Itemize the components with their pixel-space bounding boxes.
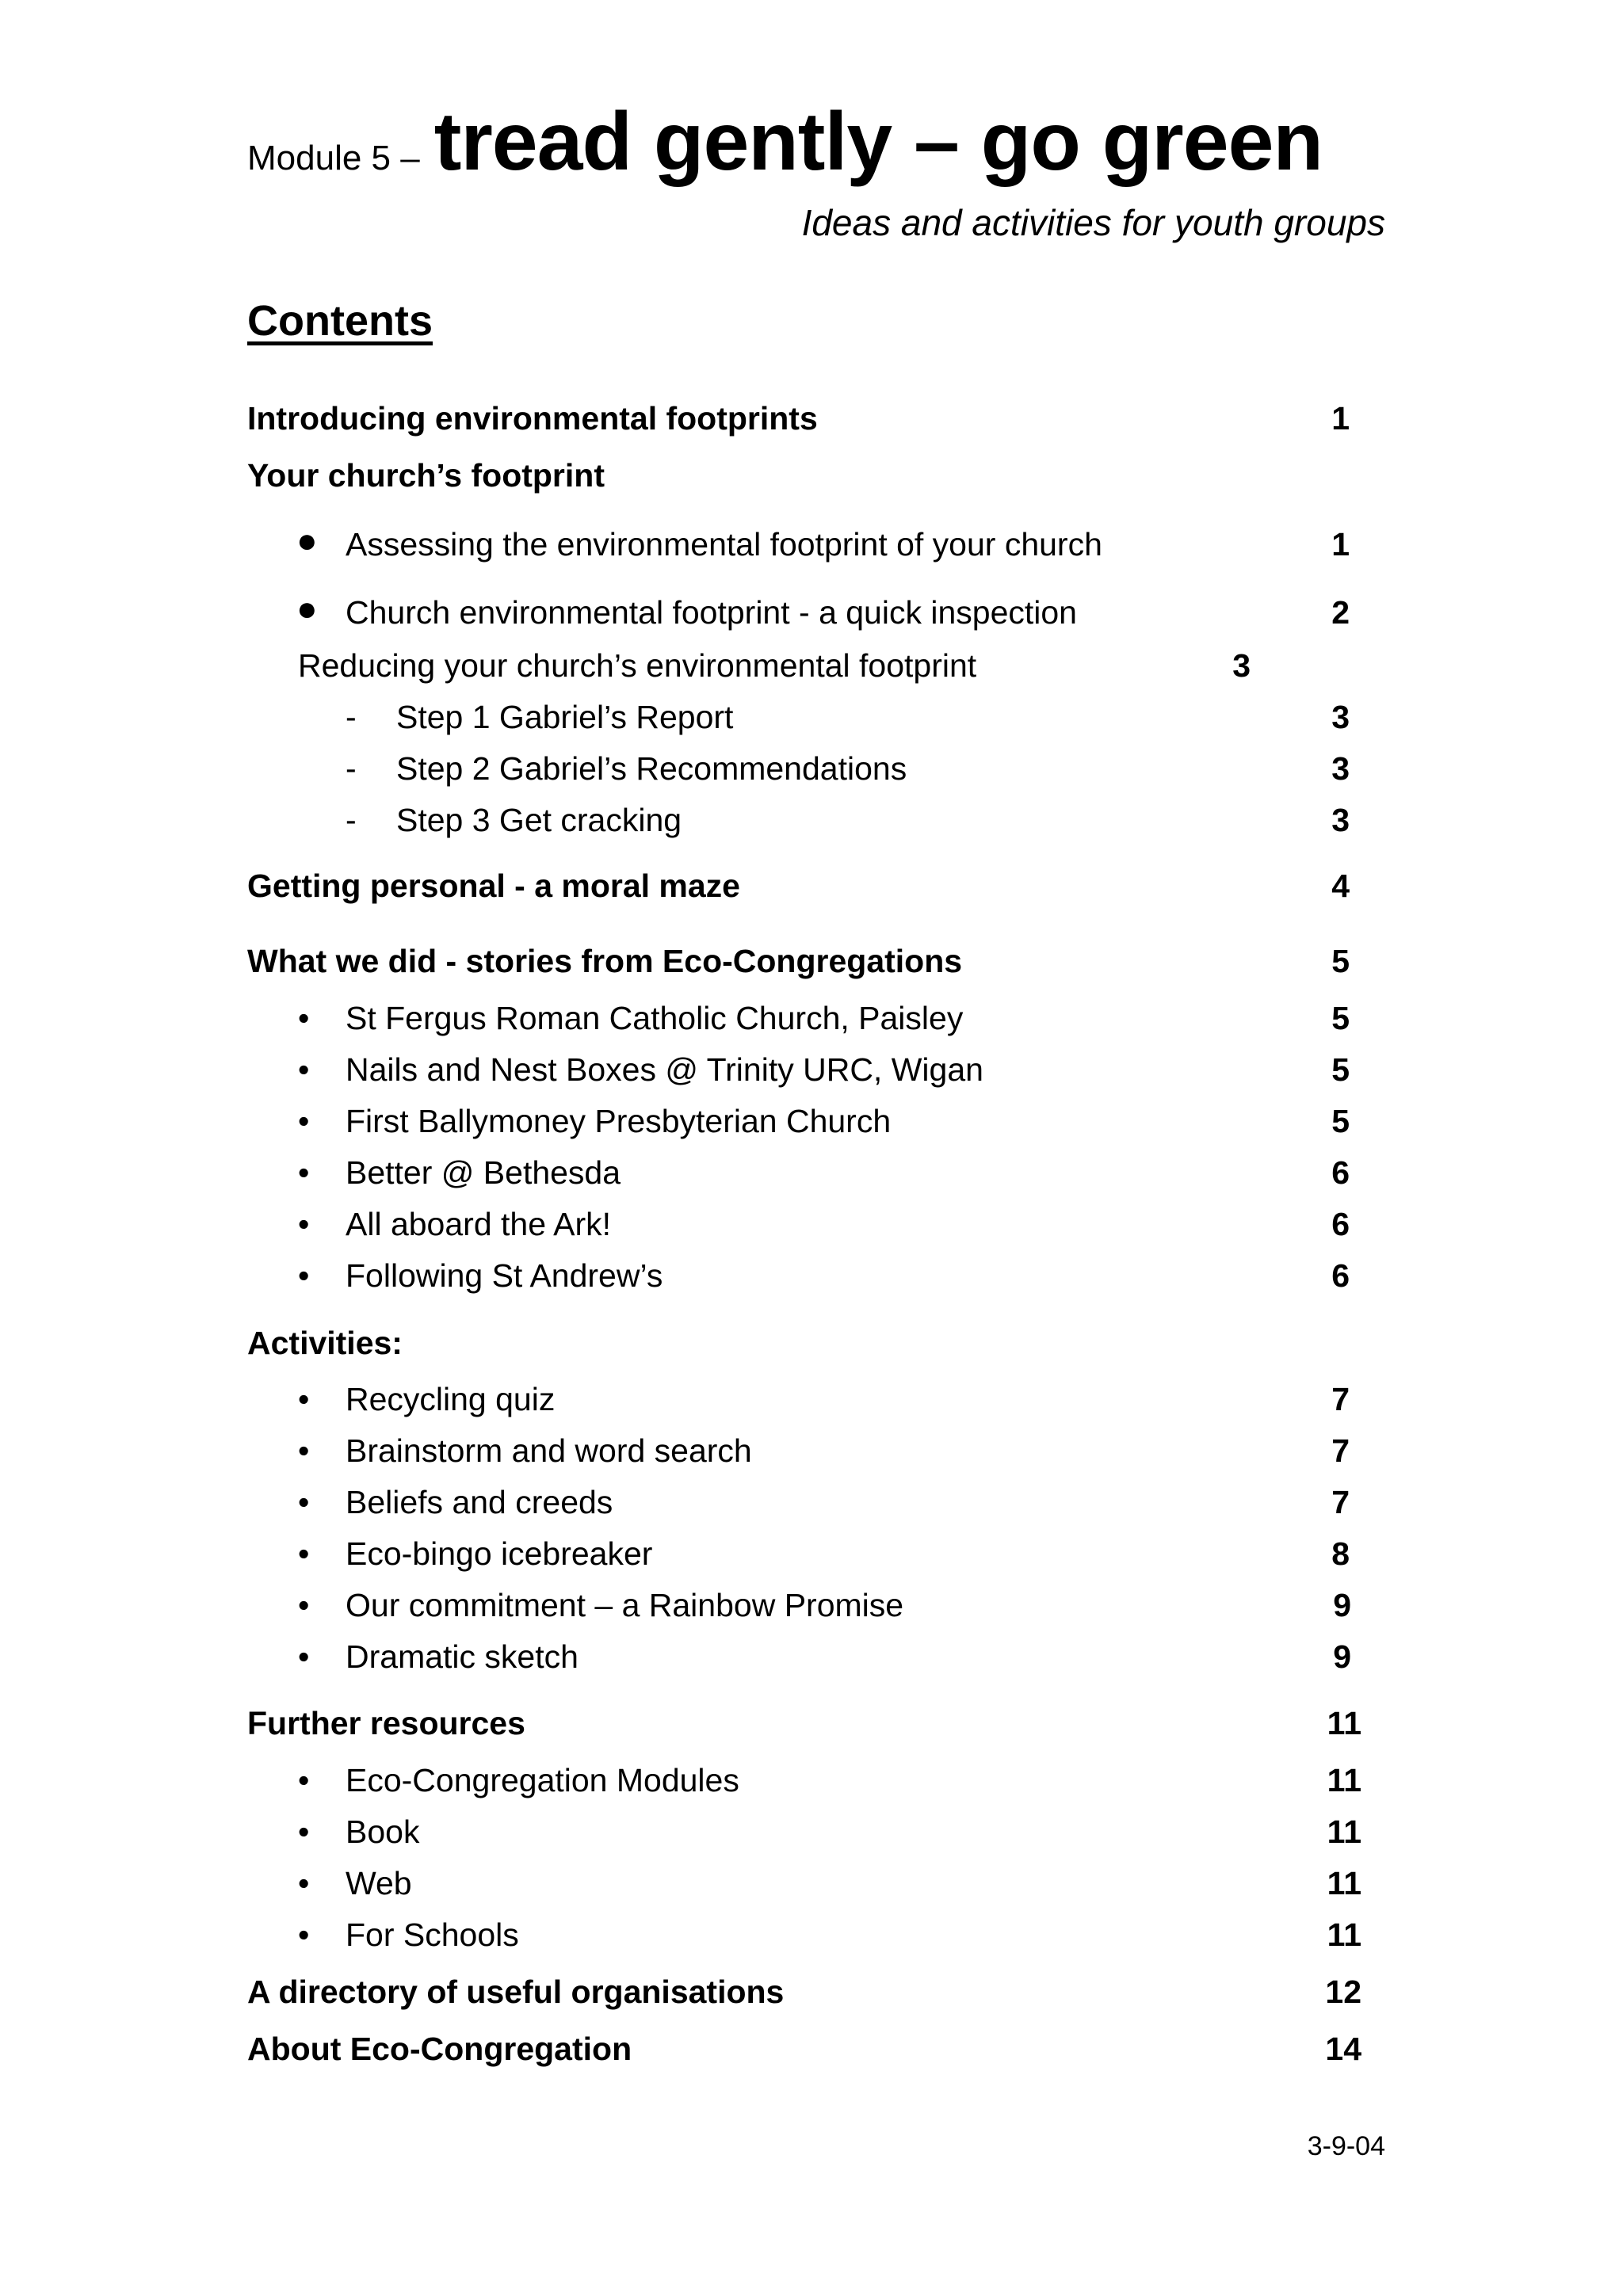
- bullet-icon: •: [298, 1587, 310, 1623]
- toc-page-number: 1: [1331, 526, 1350, 563]
- toc-page-number: 5: [1331, 1000, 1350, 1036]
- toc-page-number: 11: [1327, 1917, 1361, 1953]
- toc-entry-directory: [0, 1974, 1623, 2021]
- bullet-icon: •: [298, 1000, 310, 1036]
- toc-label: Eco-Congregation Modules: [346, 1762, 739, 1798]
- toc-label: All aboard the Ark!: [346, 1206, 612, 1242]
- toc-entry-step-1: [0, 699, 1623, 746]
- toc-entry-about: [0, 2031, 1623, 2078]
- toc-page-number: 3: [1331, 802, 1350, 838]
- bullet-icon: •: [298, 1484, 310, 1520]
- page-title: tread gently – go green: [433, 96, 1323, 188]
- toc-entry-further-resources: [0, 1705, 1623, 1753]
- toc-label: Recycling quiz: [346, 1381, 556, 1417]
- page-subtitle: Ideas and activities for youth groups: [801, 202, 1385, 243]
- toc-page-number: 6: [1331, 1257, 1350, 1294]
- toc-page-number: 6: [1331, 1154, 1350, 1191]
- title-line: [247, 95, 1323, 189]
- toc-entry-what-we-did: [0, 943, 1623, 990]
- bullet-icon: •: [298, 1432, 310, 1469]
- toc-entry-beliefs-creeds: [0, 1484, 1623, 1531]
- toc-page-number: 12: [1325, 1974, 1361, 2010]
- toc-page-number: 3: [1331, 750, 1350, 787]
- toc-entry-step-2: [0, 750, 1623, 798]
- toc-label: Web: [346, 1865, 412, 1901]
- dash-icon: -: [346, 802, 357, 838]
- bullet-icon: •: [298, 1814, 310, 1850]
- toc-label: Better @ Bethesda: [346, 1154, 621, 1191]
- toc-entry-following-st-andrews: [0, 1257, 1623, 1305]
- toc-label: First Ballymoney Presbyterian Church: [346, 1103, 892, 1139]
- toc-label: Church environmental footprint - a quick inspection: [346, 594, 1077, 631]
- toc-entry-introducing-footprints: [0, 400, 1623, 448]
- toc-label: Beliefs and creeds: [346, 1484, 613, 1520]
- module-prefix: Module 5 –: [247, 139, 420, 177]
- toc-page-number: 11: [1327, 1865, 1361, 1901]
- toc-label: What we did - stories from Eco-Congregations: [247, 943, 963, 979]
- toc-label: Book: [346, 1814, 420, 1850]
- toc-page-number: 7: [1331, 1381, 1350, 1417]
- bullet-icon: •: [298, 1762, 310, 1798]
- toc-label: Introducing environmental footprints: [247, 400, 818, 437]
- toc-label: Nails and Nest Boxes @ Trinity URC, Wigan: [346, 1051, 983, 1088]
- toc-label: Step 1 Gabriel’s Report: [396, 699, 734, 735]
- toc-label: Your church’s footprint: [247, 457, 605, 494]
- toc-page-number: 14: [1325, 2031, 1361, 2067]
- toc-label: For Schools: [346, 1917, 519, 1953]
- toc-label: Reducing your church’s environmental footprint: [298, 647, 977, 684]
- toc-label: Step 2 Gabriel’s Recommendations: [396, 750, 907, 787]
- toc-entry-for-schools: [0, 1917, 1623, 1964]
- toc-label: About Eco-Congregation: [247, 2031, 632, 2067]
- bullet-icon: •: [298, 1206, 310, 1242]
- toc-page-number: 8: [1331, 1535, 1350, 1572]
- toc-page-number: 11: [1327, 1814, 1361, 1850]
- toc-label: Getting personal - a moral maze: [247, 868, 740, 904]
- bullet-icon: •: [298, 1865, 310, 1901]
- toc-entry-quick-inspection: [0, 589, 1623, 642]
- toc-entry-eco-bingo: [0, 1535, 1623, 1583]
- bullet-icon: •: [298, 1917, 310, 1953]
- toc-entry-st-fergus: [0, 1000, 1623, 1047]
- toc-entry-recycling-quiz: [0, 1381, 1623, 1428]
- toc-entry-assessing-footprint: [0, 521, 1623, 574]
- bullet-icon: •: [298, 1381, 310, 1417]
- toc-page-number: 1: [1331, 400, 1350, 437]
- toc-entry-dramatic-sketch: [0, 1638, 1623, 1686]
- toc-page-number: 6: [1331, 1206, 1350, 1242]
- toc-label: Eco-bingo icebreaker: [346, 1535, 653, 1572]
- toc-page-number: 2: [1331, 594, 1350, 631]
- toc-label: Activities:: [247, 1325, 403, 1361]
- toc-label: Brainstorm and word search: [346, 1432, 752, 1469]
- toc-entry-brainstorm: [0, 1432, 1623, 1480]
- toc-page-number: 5: [1331, 1103, 1350, 1139]
- toc-page-number: 4: [1331, 868, 1350, 904]
- bullet-icon: •: [298, 1154, 310, 1191]
- toc-entry-nails-nest-boxes: [0, 1051, 1623, 1099]
- toc-entry-your-church-footprint: [0, 457, 1623, 505]
- dash-icon: -: [346, 699, 357, 735]
- bullet-icon: ●: [296, 521, 318, 560]
- toc-entry-first-ballymoney: [0, 1103, 1623, 1150]
- toc-label: Further resources: [247, 1705, 525, 1741]
- toc-label: Step 3 Get cracking: [396, 802, 682, 838]
- toc-entry-reducing-footprint: [0, 647, 1623, 695]
- dash-icon: -: [346, 750, 357, 787]
- toc-entry-eco-modules: [0, 1762, 1623, 1810]
- contents-heading: Contents: [247, 297, 433, 345]
- toc-entry-rainbow-promise: [0, 1587, 1623, 1634]
- toc-label: A directory of useful organisations: [247, 1974, 785, 2010]
- toc-page-number: 3: [1331, 699, 1350, 735]
- toc-entry-web: [0, 1865, 1623, 1913]
- toc-entry-book: [0, 1814, 1623, 1861]
- bullet-icon: ●: [296, 589, 318, 628]
- footer-date: 3-9-04: [1307, 2131, 1385, 2161]
- toc-page-number: 9: [1333, 1587, 1351, 1623]
- toc-page-number: 3: [1232, 647, 1251, 684]
- toc-page-number: 7: [1331, 1432, 1350, 1469]
- toc-entry-better-bethesda: [0, 1154, 1623, 1202]
- bullet-icon: •: [298, 1103, 310, 1139]
- toc-label: Our commitment – a Rainbow Promise: [346, 1587, 904, 1623]
- toc-label: St Fergus Roman Catholic Church, Paisley: [346, 1000, 964, 1036]
- toc-page-number: 7: [1331, 1484, 1350, 1520]
- toc-label: Following St Andrew’s: [346, 1257, 663, 1294]
- toc-page-number: 5: [1331, 943, 1350, 979]
- toc-label: Assessing the environmental footprint of your church: [346, 526, 1102, 563]
- toc-label: Dramatic sketch: [346, 1638, 579, 1675]
- toc-page-number: 11: [1327, 1705, 1361, 1741]
- toc-entry-activities: [0, 1325, 1623, 1372]
- toc-page-number: 11: [1327, 1762, 1361, 1798]
- toc-page-number: 5: [1331, 1051, 1350, 1088]
- bullet-icon: •: [298, 1051, 310, 1088]
- bullet-icon: •: [298, 1257, 310, 1294]
- bullet-icon: •: [298, 1638, 310, 1675]
- toc-page-number: 9: [1333, 1638, 1351, 1675]
- toc-entry-getting-personal: [0, 868, 1623, 915]
- toc-entry-step-3: [0, 802, 1623, 849]
- bullet-icon: •: [298, 1535, 310, 1572]
- toc-entry-all-aboard-ark: [0, 1206, 1623, 1253]
